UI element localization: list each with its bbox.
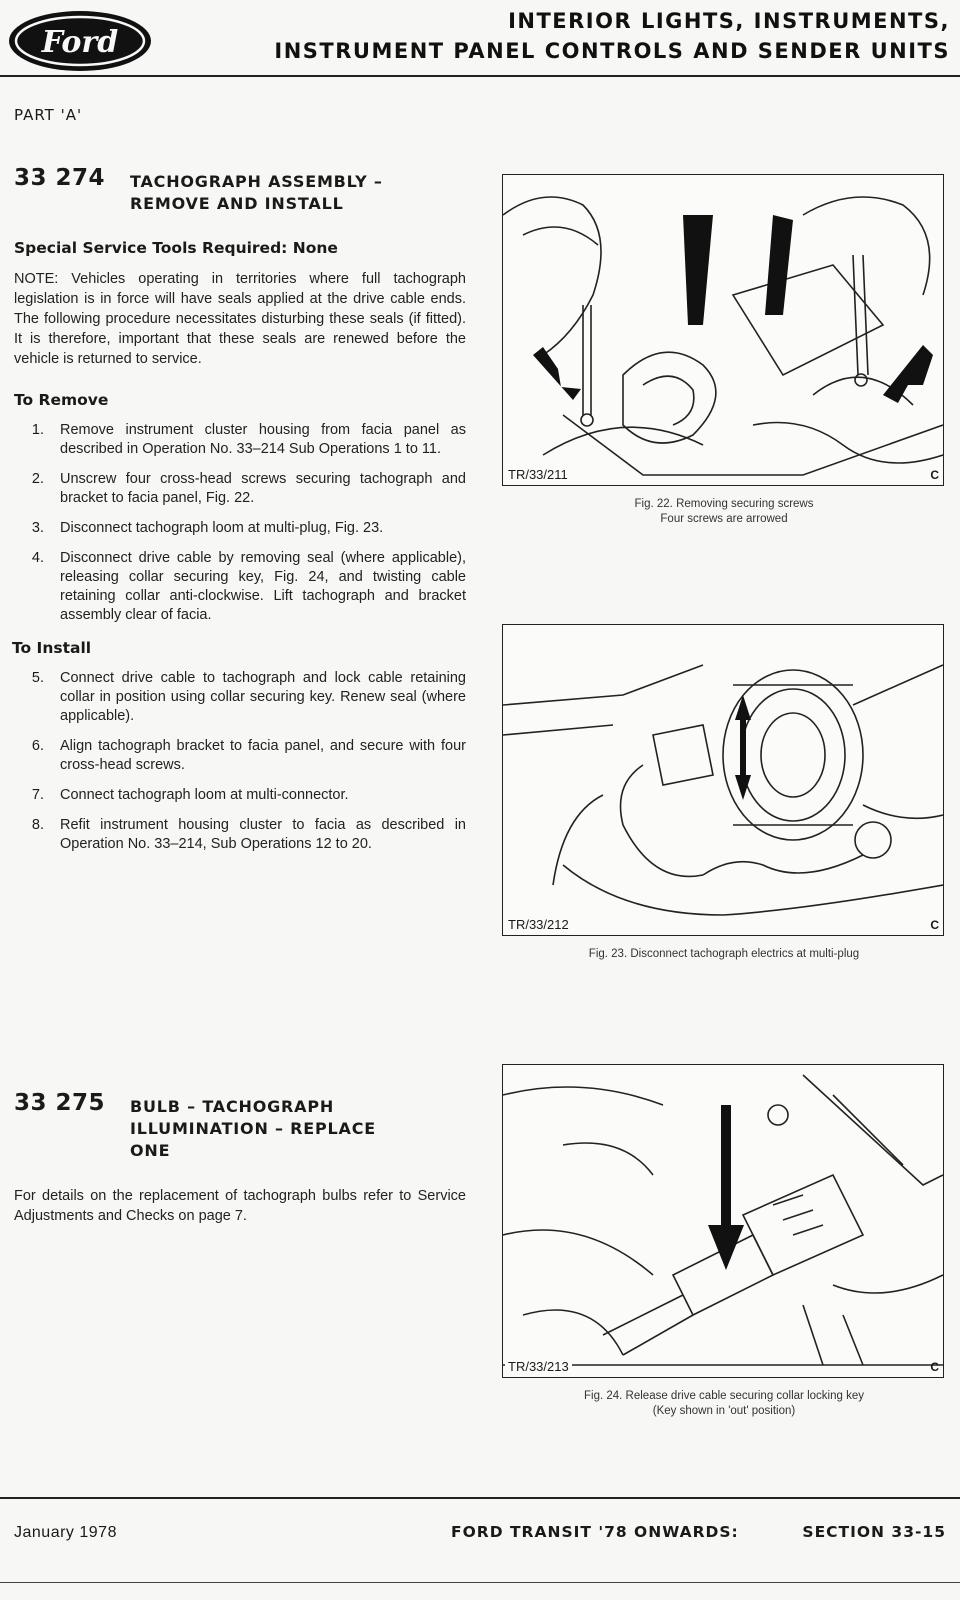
install-steps-list [14,669,466,854]
figure-caption-line1: Fig. 24. Release drive cable securing collar locking key [584,1390,864,1402]
step-text: Disconnect drive cable by removing seal (where applicable), releasing collar securing key, Fig. 24, and twisting cable retaining collar anti-clockwise. Lift tachograph and bracket assembly clear of facia. [60,550,466,623]
step-text: Disconnect tachograph loom at multi-plug, Fig. 23. [60,520,384,536]
list-item [14,519,466,538]
remove-heading: To Remove [14,391,109,409]
operation-number: 33 275 [14,1090,106,1116]
bulb-paragraph: For details on the replacement of tachograph bulbs refer to Service Adjustments and Checks on page 7. [14,1188,466,1224]
operation-33-274 [14,165,466,865]
header-title-line1: INTERIOR LIGHTS, INSTRUMENTS, [508,9,950,33]
operation-33-275 [14,1090,466,1226]
list-item [14,421,466,459]
list-item [14,669,466,726]
footer-section: SECTION 33-15 [802,1523,946,1541]
header-title [274,6,950,66]
figure-23-illustration [502,624,944,936]
operation-heading [14,165,466,215]
list-item [14,816,466,854]
figure-23 [502,624,946,962]
header-title-line2: INSTRUMENT PANEL CONTROLS AND SENDER UNITS [274,39,950,63]
figure-mark: C [930,468,939,482]
figure-mark: C [930,1360,939,1374]
step-text: Refit instrument housing cluster to facia as described in Operation No. 33–214, Sub Operations 12 to 20. [60,817,466,852]
special-tools-heading: Special Service Tools Required: None [14,239,338,257]
operation-title-line1: TACHOGRAPH ASSEMBLY – [130,172,383,191]
figure-22-illustration [502,174,944,486]
figure-24-illustration [502,1064,944,1378]
operation-heading [14,1090,466,1162]
figure-caption [502,947,946,962]
step-number: 8. [31,817,44,833]
screwdrivers-illustration [503,175,943,485]
figure-caption [502,1389,946,1419]
footer-date: January 1978 [14,1524,117,1541]
figure-caption-line1: Fig. 23. Disconnect tachograph electrics at multi-plug [588,948,860,960]
operation-title-line3: ONE [130,1141,171,1160]
figure-caption-line2: Four screws are arrowed [660,513,788,525]
svg-text:Ford: Ford [41,25,119,60]
footer-bottom-divider [0,1582,960,1583]
list-item [14,737,466,775]
operation-title-line2: REMOVE AND INSTALL [130,194,344,213]
figure-reference: TR/33/213 [505,1359,572,1374]
step-text: Connect tachograph loom at multi-connector. [60,787,349,803]
step-number: 3. [31,520,44,536]
figure-caption-line2: (Key shown in 'out' position) [652,1405,796,1417]
figure-reference: TR/33/211 [505,467,571,482]
step-number: 5. [31,670,44,686]
step-number: 1. [31,422,44,438]
figure-22 [502,174,946,527]
drive-cable-illustration [503,1065,943,1377]
step-text: Align tachograph bracket to facia panel, and secure with four cross-head screws. [60,738,466,773]
list-item [14,470,466,508]
step-number: 2. [31,471,44,487]
figure-caption-line1: Fig. 22. Removing securing screws [634,498,814,510]
operation-title-line2: ILLUMINATION – REPLACE [130,1119,376,1138]
step-text: Remove instrument cluster housing from facia panel as described in Operation No. 33–214 Sub Operations 1 to 11. [60,422,466,457]
operation-title-line1: BULB – TACHOGRAPH [130,1097,335,1116]
step-text: Connect drive cable to tachograph and lock cable retaining collar in position using collar securing key. Renew seal (where applicable). [60,670,466,724]
figure-mark: C [930,918,939,932]
install-heading: To Install [12,639,92,657]
header-divider [0,75,960,77]
figure-24 [502,1064,946,1419]
operation-number: 33 274 [14,165,106,191]
step-text: Unscrew four cross-head screws securing tachograph and bracket to facia panel, Fig. 22. [60,471,466,506]
list-item [14,549,466,625]
part-label: PART 'A' [14,106,83,124]
remove-steps-list [14,421,466,625]
footer-publication: FORD TRANSIT '78 ONWARDS: [451,1523,739,1541]
step-number: 6. [31,738,44,754]
operation-title [130,1090,376,1162]
figure-caption [502,497,946,527]
list-item [14,786,466,805]
figure-reference: TR/33/212 [505,917,572,932]
ford-logo [6,8,154,74]
step-number: 7. [31,787,44,803]
operation-title [130,165,383,215]
step-number: 4. [31,550,44,566]
note-paragraph: NOTE: Vehicles operating in territories where full tachograph legislation is in force will have seals applied at the drive cable ends. The following procedure necessitates disturbing these seals (if fitted). It is therefore, important that these seals are renewed before the vehicle is returned to service. [14,271,466,367]
multi-plug-illustration [503,625,943,935]
footer-divider [0,1497,960,1499]
